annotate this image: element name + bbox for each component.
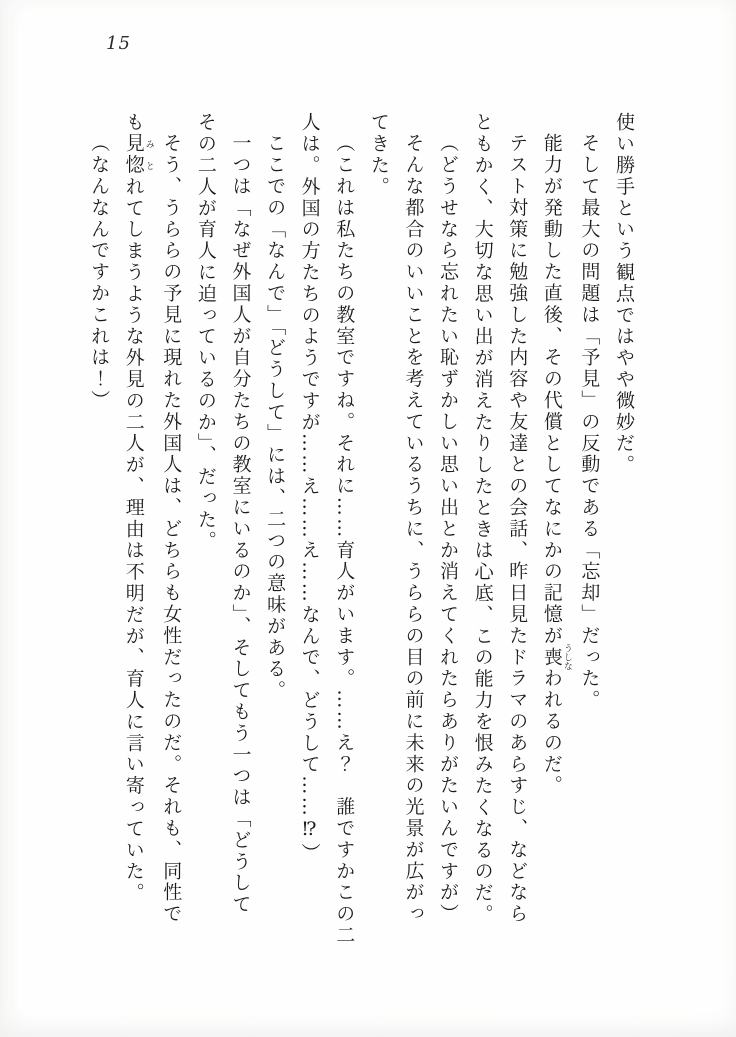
text-line: 一つは「なぜ外国人が自分たちの教室にいるのか」、そしてもう一つは「どうして <box>229 133 252 916</box>
text-line: ここでの「なんで」「どうして」には、二つの意味がある。 <box>264 133 287 702</box>
furigana: みと <box>143 133 154 177</box>
furigana: うしな <box>561 644 572 672</box>
text-line: （これは私たちの教室ですね。それに……育人がいます。……え？ 誰ですかこの二 <box>333 133 356 947</box>
text-line: その二人が育人に迫っているのか」、だった。 <box>194 112 217 552</box>
ruby-annotated-word: 見惚 みと <box>122 133 154 177</box>
text-line: そんな都合のいいことを考えているうちに、うららの目の前に未来の光景が広がっ <box>402 133 425 926</box>
text-line: 人は。外国の方たちのようですが……え……え……なんで、どうして……⁉） <box>298 112 321 864</box>
text-line: （どうせなら忘れたい恥ずかしい思い出とか消えてくれたらありがたいんですが） <box>437 133 460 926</box>
text-line: ともかく、大切な思い出が消えたりしたときは心底、この能力を恨みたくなるのだ。 <box>471 112 494 926</box>
novel-text-block <box>82 112 642 960</box>
text-line: てきた。 <box>367 112 390 198</box>
text-line: テスト対策に勉強した内容や友達との会話、昨日見たドラマのあらすじ、などなら <box>506 133 529 926</box>
text-line: 使い勝手という観点ではやや微妙だ。 <box>613 112 635 476</box>
text-line: 能力が発動した直後、その代償としてなにかの記憶が喪 うしなわれるのだ。 <box>540 133 572 797</box>
text-line: も見惚 みとれてしまうような外見の二人が、理由は不明だが、育人に言い寄っていた。 <box>122 112 154 904</box>
text-line: そして最大の問題は「予見」の反動である「忘却」だった。 <box>578 133 601 712</box>
text-line: そう、うららの予見に現れた外国人は、どちらも女性だったのだ。それも、同性で <box>160 133 183 926</box>
page-number: 15 <box>106 33 131 54</box>
ruby-annotated-word: 喪 うしな <box>540 644 572 672</box>
text-line: （なんなんですかこれは！） <box>88 133 111 412</box>
